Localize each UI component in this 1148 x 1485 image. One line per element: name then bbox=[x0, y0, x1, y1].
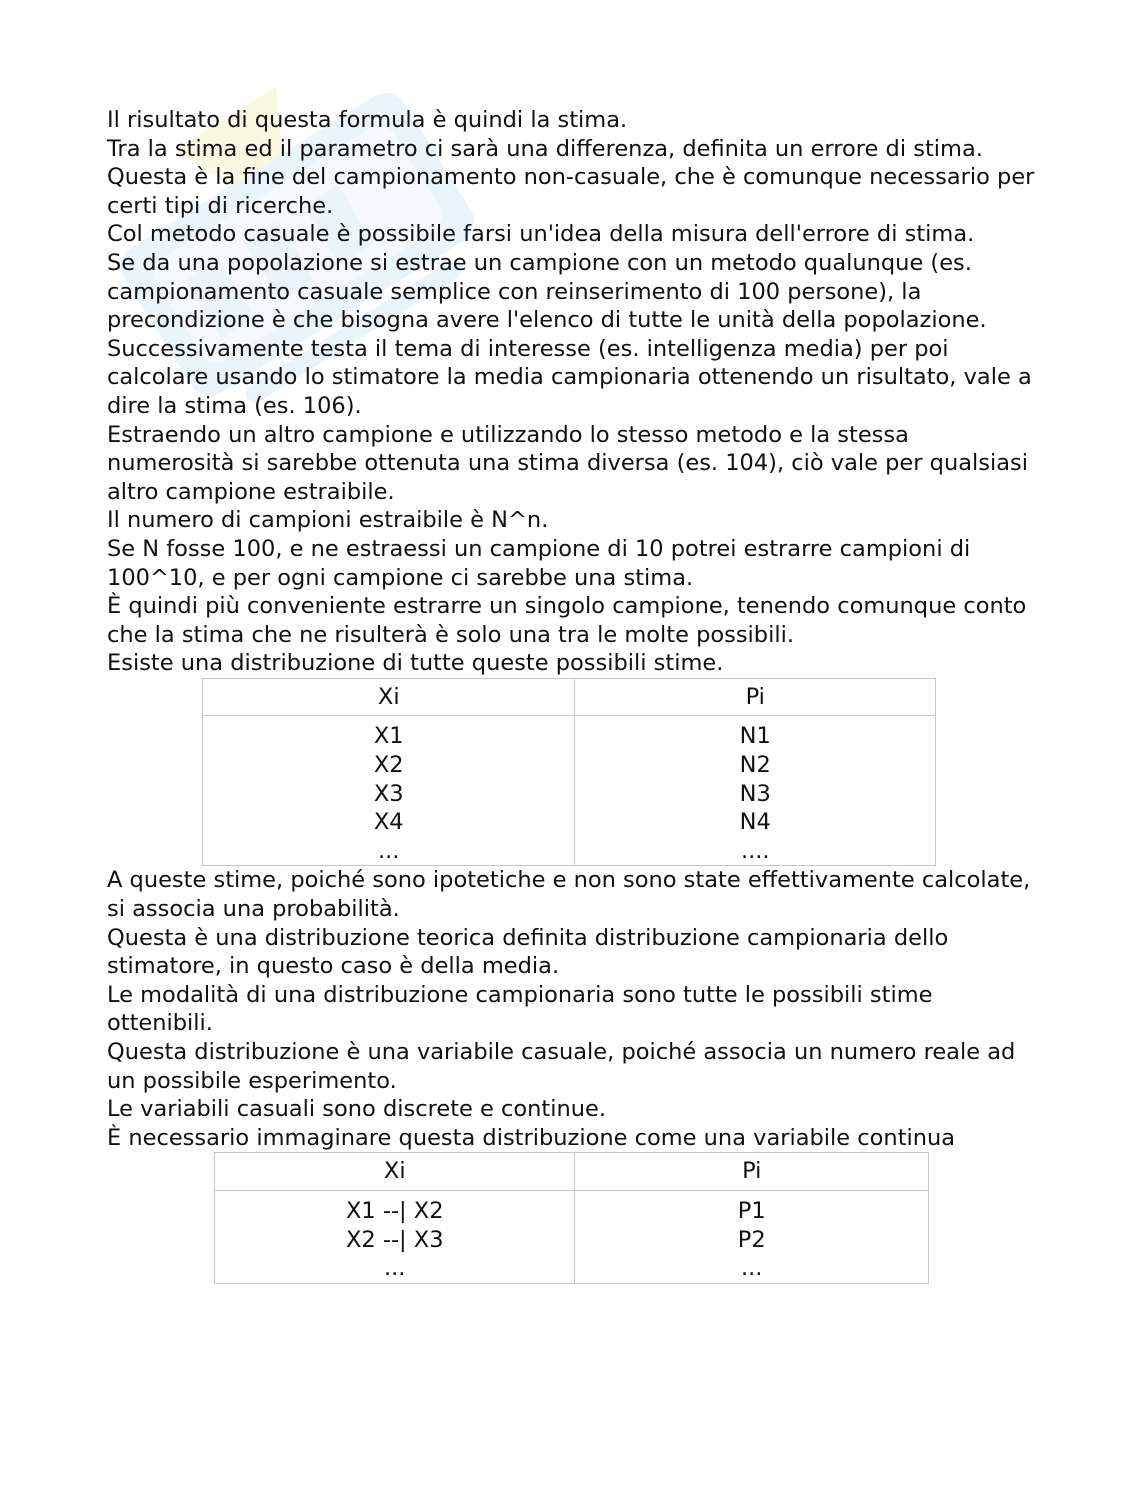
table1-xi-value: X2 bbox=[373, 752, 404, 779]
table1-pi-value: N2 bbox=[739, 752, 771, 779]
paragraph: Tra la stima ed il parametro ci sarà una differenza, definita un errore di stima. bbox=[107, 135, 983, 162]
paragraph: Successivamente testa il tema di interesse (es. intelligenza media) per poi calcolare usando lo stimatore la media campionaria ottenendo un risultato, vale a dire la stima (es. 106). bbox=[107, 335, 1032, 419]
paragraph: Il numero di campioni estraibile è N^n. bbox=[107, 507, 549, 534]
table1-col-pi bbox=[575, 716, 936, 866]
distribution-table-discrete bbox=[202, 678, 936, 867]
table1-xi-value: ... bbox=[378, 837, 400, 864]
paragraph: È necessario immaginare questa distribuzione come una variabile continua bbox=[107, 1124, 956, 1151]
paragraph: Col metodo casuale è possibile farsi un'idea della misura dell'errore di stima. bbox=[107, 221, 975, 248]
paragraph: Se da una popolazione si estrae un campione con un metodo qualunque (es. campionamento casuale semplice con reinserimento di 100 persone), la precondizione è che bisogna avere l'elenco di tutte le unità della popolazione. bbox=[107, 249, 987, 334]
table2-header-xi: Xi bbox=[215, 1153, 575, 1191]
table1-col-xi bbox=[203, 716, 575, 866]
table1-pi-value: N1 bbox=[739, 723, 771, 750]
paragraph: È quindi più conveniente estrarre un singolo campione, tenendo comunque conto che la stima che ne risulterà è solo una tra le molte possibili. bbox=[107, 593, 1027, 648]
table2-pi-value: P1 bbox=[737, 1197, 766, 1224]
paragraph: Questa è la fine del campionamento non-casuale, che è comunque necessario per certi tipi di ricerche. bbox=[107, 164, 1035, 219]
table2-pi-value: ... bbox=[741, 1255, 763, 1282]
table2-xi-value: X2 --| X3 bbox=[345, 1226, 444, 1253]
paragraph: Esiste una distribuzione di tutte queste possibili stime. bbox=[107, 650, 724, 677]
distribution-table-continuous bbox=[214, 1152, 929, 1283]
table2-header-pi: Pi bbox=[575, 1153, 929, 1191]
paragraph: Questa è una distribuzione teorica definita distribuzione campionaria dello stimatore, in questo caso è della media. bbox=[107, 924, 949, 980]
document-page bbox=[107, 106, 1042, 1284]
table1-xi-value: X4 bbox=[373, 809, 404, 836]
paragraph: Estraendo un altro campione e utilizzando lo stesso metodo e la stessa numerosità si sarebbe ottenuta una stima diversa (es. 104), ciò vale per qualsiasi altro campione estraibile. bbox=[107, 421, 1028, 505]
table1-pi-value: .... bbox=[740, 837, 770, 864]
table2-xi-value: X1 --| X2 bbox=[345, 1197, 444, 1224]
paragraph: Le modalità di una distribuzione campionaria sono tutte le possibili stime ottenibili. bbox=[107, 981, 933, 1037]
table1-header-pi: Pi bbox=[575, 678, 936, 716]
table1-xi-value: X1 bbox=[373, 723, 404, 750]
table1-pi-value: N4 bbox=[739, 809, 771, 836]
paragraph: Questa distribuzione è una variabile casuale, poiché associa un numero reale ad un possibile esperimento. bbox=[107, 1039, 1016, 1094]
paragraphs-middle bbox=[107, 866, 1042, 1152]
table2-pi-value: P2 bbox=[737, 1226, 766, 1253]
paragraph: Le variabili casuali sono discrete e continue. bbox=[107, 1096, 606, 1123]
paragraph: A queste stime, poiché sono ipotetiche e non sono state effettivamente calcolate, si associa una probabilità. bbox=[107, 867, 1031, 923]
paragraph: Se N fosse 100, e ne estraessi un campione di 10 potrei estrarre campioni di 100^10, e per ogni campione ci sarebbe una stima. bbox=[107, 535, 971, 591]
table1-pi-value: N3 bbox=[739, 780, 771, 807]
paragraph: Il risultato di questa formula è quindi la stima. bbox=[107, 107, 628, 133]
table2-col-xi bbox=[215, 1190, 575, 1283]
table2-xi-value: ... bbox=[384, 1255, 406, 1282]
table1-header-xi: Xi bbox=[203, 678, 575, 716]
table2-col-pi bbox=[575, 1190, 929, 1283]
table1-xi-value: X3 bbox=[373, 780, 404, 807]
paragraphs-top bbox=[107, 106, 1042, 678]
